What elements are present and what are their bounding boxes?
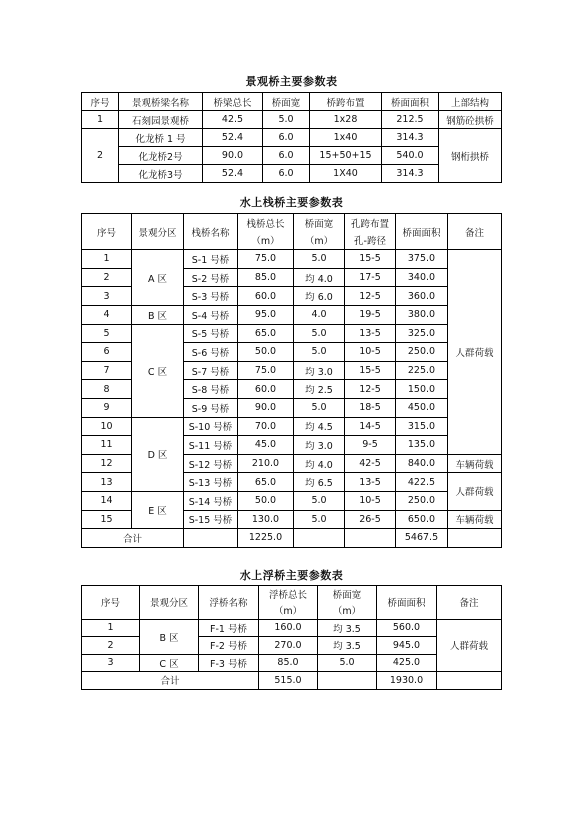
row-number: 13 bbox=[82, 473, 132, 492]
bridge-length: 75.0 bbox=[238, 361, 294, 380]
deck-area: 650.0 bbox=[396, 510, 448, 529]
empty-cell bbox=[437, 672, 502, 690]
deck-area: 225.0 bbox=[396, 361, 448, 380]
bridge-length: 270.0 bbox=[259, 637, 318, 655]
deck-width: 均 4.5 bbox=[294, 417, 345, 436]
deck-area: 325.0 bbox=[396, 324, 448, 343]
span-layout: 10-5 bbox=[345, 343, 396, 362]
deck-width: 均 6.0 bbox=[294, 287, 345, 306]
header-unit: （m） bbox=[259, 602, 318, 619]
bridge-length: 95.0 bbox=[238, 305, 294, 324]
deck-area: 380.0 bbox=[396, 305, 448, 324]
deck-width: 均 4.0 bbox=[294, 454, 345, 473]
empty-cell bbox=[318, 672, 377, 690]
empty-cell bbox=[448, 529, 502, 548]
row-number: 15 bbox=[82, 510, 132, 529]
deck-width: 均 3.0 bbox=[294, 436, 345, 455]
deck-width: 5.0 bbox=[294, 491, 345, 510]
table-row bbox=[82, 619, 502, 637]
deck-width: 4.0 bbox=[294, 305, 345, 324]
bridge-length: 85.0 bbox=[259, 654, 318, 672]
deck-width: 5.0 bbox=[294, 510, 345, 529]
row-number: 14 bbox=[82, 491, 132, 510]
bridge-name: 石刻园景观桥 bbox=[119, 111, 203, 129]
deck-area: 540.0 bbox=[382, 147, 439, 165]
zone-cell: B 区 bbox=[140, 619, 199, 654]
header-cell: 景观分区 bbox=[140, 585, 199, 619]
deck-area: 135.0 bbox=[396, 436, 448, 455]
bridge-length: 90.0 bbox=[238, 398, 294, 417]
bridge-name: S-7 号桥 bbox=[184, 361, 238, 380]
deck-width: 均 4.0 bbox=[294, 268, 345, 287]
deck-area: 360.0 bbox=[396, 287, 448, 306]
bridge-name: 化龙桥2号 bbox=[119, 147, 203, 165]
bridge-length: 75.0 bbox=[238, 250, 294, 269]
span-layout: 13-5 bbox=[345, 324, 396, 343]
header-cell: 桥面面积 bbox=[396, 214, 448, 250]
header-cell: 桥面面积 bbox=[382, 93, 439, 111]
deck-area: 340.0 bbox=[396, 268, 448, 287]
water-trestle-table bbox=[81, 213, 502, 548]
note-cell: 人群荷载 bbox=[448, 473, 502, 510]
bridge-name: S-10 号桥 bbox=[184, 417, 238, 436]
header-cell: 孔跨布置 bbox=[345, 214, 396, 232]
span-layout: 13-5 bbox=[345, 473, 396, 492]
total-label: 合计 bbox=[82, 672, 259, 690]
deck-width: 均 3.0 bbox=[294, 361, 345, 380]
bridge-length: 50.0 bbox=[238, 343, 294, 362]
total-row bbox=[82, 672, 502, 690]
deck-area: 314.3 bbox=[382, 129, 439, 147]
row-number: 9 bbox=[82, 398, 132, 417]
bridge-name: F-1 号桥 bbox=[199, 619, 259, 637]
bridge-length: 65.0 bbox=[238, 324, 294, 343]
table-header-row bbox=[82, 214, 502, 232]
header-cell: 备注 bbox=[448, 214, 502, 250]
bridge-length: 60.0 bbox=[238, 380, 294, 399]
span-layout: 15+50+15 bbox=[310, 147, 382, 165]
span-layout: 1x28 bbox=[310, 111, 382, 129]
deck-width: 6.0 bbox=[263, 129, 310, 147]
zone-cell: E 区 bbox=[132, 491, 184, 528]
deck-width: 5.0 bbox=[294, 324, 345, 343]
table1-title: 景观桥主要参数表 bbox=[245, 75, 338, 88]
note-cell: 人群荷载 bbox=[448, 250, 502, 455]
bridge-name: S-6 号桥 bbox=[184, 343, 238, 362]
deck-width: 5.0 bbox=[294, 250, 345, 269]
row-number: 8 bbox=[82, 380, 132, 399]
total-length: 515.0 bbox=[259, 672, 318, 690]
row-number: 2 bbox=[82, 268, 132, 287]
span-layout: 12-5 bbox=[345, 380, 396, 399]
header-cell: 序号 bbox=[82, 585, 140, 619]
span-layout: 14-5 bbox=[345, 417, 396, 436]
header-cell: 桥面宽 bbox=[318, 585, 377, 602]
total-row bbox=[82, 529, 502, 548]
bridge-length: 45.0 bbox=[238, 436, 294, 455]
zone-cell: B 区 bbox=[132, 305, 184, 324]
deck-area: 422.5 bbox=[396, 473, 448, 492]
header-unit: （m） bbox=[294, 232, 345, 250]
row-number: 2 bbox=[82, 637, 140, 655]
deck-width: 均 6.5 bbox=[294, 473, 345, 492]
bridge-length: 160.0 bbox=[259, 619, 318, 637]
table2-title: 水上栈桥主要参数表 bbox=[239, 196, 344, 209]
bridge-name: S-8 号桥 bbox=[184, 380, 238, 399]
header-unit: 孔-跨径 bbox=[345, 232, 396, 250]
deck-width: 均 2.5 bbox=[294, 380, 345, 399]
superstructure: 钢筋砼拱桥 bbox=[439, 111, 502, 129]
bridge-length: 85.0 bbox=[238, 268, 294, 287]
span-layout: 9-5 bbox=[345, 436, 396, 455]
table-row bbox=[82, 324, 502, 343]
header-cell: 上部结构 bbox=[439, 93, 502, 111]
row-number: 11 bbox=[82, 436, 132, 455]
span-layout: 1x40 bbox=[310, 129, 382, 147]
bridge-length: 50.0 bbox=[238, 491, 294, 510]
bridge-name: S-11 号桥 bbox=[184, 436, 238, 455]
bridge-name: S-14 号桥 bbox=[184, 491, 238, 510]
table-row bbox=[82, 129, 502, 147]
header-cell: 桥跨布置 bbox=[310, 93, 382, 111]
row-number: 4 bbox=[82, 305, 132, 324]
header-cell: 栈桥总长 bbox=[238, 214, 294, 232]
row-number: 7 bbox=[82, 361, 132, 380]
table-header-row bbox=[82, 93, 502, 111]
bridge-name: S-15 号桥 bbox=[184, 510, 238, 529]
span-layout: 12-5 bbox=[345, 287, 396, 306]
row-number: 10 bbox=[82, 417, 132, 436]
header-cell: 浮桥名称 bbox=[199, 585, 259, 619]
header-cell: 桥面宽 bbox=[263, 93, 310, 111]
deck-area: 250.0 bbox=[396, 491, 448, 510]
span-layout: 15-5 bbox=[345, 250, 396, 269]
bridge-name: S-9 号桥 bbox=[184, 398, 238, 417]
zone-cell: D 区 bbox=[132, 417, 184, 491]
row-number: 1 bbox=[82, 619, 140, 637]
total-area: 1930.0 bbox=[377, 672, 437, 690]
total-length: 1225.0 bbox=[238, 529, 294, 548]
table-row bbox=[82, 417, 502, 436]
table3-title: 水上浮桥主要参数表 bbox=[239, 568, 344, 582]
row-number: 3 bbox=[82, 654, 140, 672]
header-cell: 桥面面积 bbox=[377, 585, 437, 619]
row-number: 2 bbox=[82, 129, 119, 183]
total-area: 5467.5 bbox=[396, 529, 448, 548]
bridge-name: F-2 号桥 bbox=[199, 637, 259, 655]
row-number: 1 bbox=[82, 250, 132, 269]
table-row bbox=[82, 491, 502, 510]
bridge-name: S-13 号桥 bbox=[184, 473, 238, 492]
header-unit: （m） bbox=[318, 602, 377, 619]
span-layout: 17-5 bbox=[345, 268, 396, 287]
span-layout: 19-5 bbox=[345, 305, 396, 324]
table-row bbox=[82, 250, 502, 269]
bridge-name: S-2 号桥 bbox=[184, 268, 238, 287]
header-cell: 景观分区 bbox=[132, 214, 184, 250]
span-layout: 42-5 bbox=[345, 454, 396, 473]
row-number: 5 bbox=[82, 324, 132, 343]
bridge-length: 52.4 bbox=[203, 129, 263, 147]
deck-area: 315.0 bbox=[396, 417, 448, 436]
deck-width: 5.0 bbox=[263, 111, 310, 129]
table-row bbox=[82, 111, 502, 129]
note-cell: 人群荷载 bbox=[437, 619, 502, 672]
deck-width: 6.0 bbox=[263, 147, 310, 165]
row-number: 12 bbox=[82, 454, 132, 473]
bridge-name: S-3 号桥 bbox=[184, 287, 238, 306]
header-cell: 备注 bbox=[437, 585, 502, 619]
deck-area: 560.0 bbox=[377, 619, 437, 637]
note-cell: 车辆荷载 bbox=[448, 454, 502, 473]
deck-area: 450.0 bbox=[396, 398, 448, 417]
superstructure: 钢桁拱桥 bbox=[439, 129, 502, 183]
zone-cell: A 区 bbox=[132, 250, 184, 306]
header-unit: （m） bbox=[238, 232, 294, 250]
table-row bbox=[82, 305, 502, 324]
landscape-bridge-table bbox=[81, 92, 502, 183]
header-cell: 序号 bbox=[82, 214, 132, 250]
zone-cell: C 区 bbox=[140, 654, 199, 672]
header-cell: 栈桥名称 bbox=[184, 214, 238, 250]
deck-area: 425.0 bbox=[377, 654, 437, 672]
bridge-name: 化龙桥3号 bbox=[119, 165, 203, 183]
bridge-length: 52.4 bbox=[203, 165, 263, 183]
deck-width: 均 3.5 bbox=[318, 637, 377, 655]
deck-area: 314.3 bbox=[382, 165, 439, 183]
floating-bridge-table bbox=[81, 585, 502, 690]
deck-width: 6.0 bbox=[263, 165, 310, 183]
document-page bbox=[81, 72, 502, 690]
row-number: 1 bbox=[82, 111, 119, 129]
deck-area: 945.0 bbox=[377, 637, 437, 655]
header-cell: 序号 bbox=[82, 93, 119, 111]
bridge-name: S-1 号桥 bbox=[184, 250, 238, 269]
deck-area: 375.0 bbox=[396, 250, 448, 269]
span-layout: 26-5 bbox=[345, 510, 396, 529]
empty-cell bbox=[294, 529, 345, 548]
table-header-row bbox=[82, 585, 502, 602]
deck-width: 5.0 bbox=[294, 398, 345, 417]
span-layout: 10-5 bbox=[345, 491, 396, 510]
deck-width: 5.0 bbox=[294, 343, 345, 362]
bridge-name: S-5 号桥 bbox=[184, 324, 238, 343]
total-label: 合计 bbox=[82, 529, 184, 548]
bridge-name: S-12 号桥 bbox=[184, 454, 238, 473]
deck-width: 5.0 bbox=[318, 654, 377, 672]
header-cell: 桥面宽 bbox=[294, 214, 345, 232]
header-cell: 桥梁总长 bbox=[203, 93, 263, 111]
deck-area: 212.5 bbox=[382, 111, 439, 129]
bridge-length: 65.0 bbox=[238, 473, 294, 492]
row-number: 6 bbox=[82, 343, 132, 362]
span-layout: 18-5 bbox=[345, 398, 396, 417]
deck-area: 840.0 bbox=[396, 454, 448, 473]
row-number: 3 bbox=[82, 287, 132, 306]
header-cell: 浮桥总长 bbox=[259, 585, 318, 602]
empty-cell bbox=[345, 529, 396, 548]
note-cell: 车辆荷载 bbox=[448, 510, 502, 529]
deck-width: 均 3.5 bbox=[318, 619, 377, 637]
bridge-name: F-3 号桥 bbox=[199, 654, 259, 672]
bridge-length: 90.0 bbox=[203, 147, 263, 165]
empty-cell bbox=[184, 529, 238, 548]
deck-area: 150.0 bbox=[396, 380, 448, 399]
span-layout: 1X40 bbox=[310, 165, 382, 183]
span-layout: 15-5 bbox=[345, 361, 396, 380]
bridge-length: 42.5 bbox=[203, 111, 263, 129]
bridge-length: 60.0 bbox=[238, 287, 294, 306]
bridge-length: 210.0 bbox=[238, 454, 294, 473]
header-cell: 景观桥梁名称 bbox=[119, 93, 203, 111]
bridge-length: 70.0 bbox=[238, 417, 294, 436]
bridge-name: 化龙桥 1 号 bbox=[119, 129, 203, 147]
bridge-name: S-4 号桥 bbox=[184, 305, 238, 324]
deck-area: 250.0 bbox=[396, 343, 448, 362]
bridge-length: 130.0 bbox=[238, 510, 294, 529]
zone-cell: C 区 bbox=[132, 324, 184, 417]
